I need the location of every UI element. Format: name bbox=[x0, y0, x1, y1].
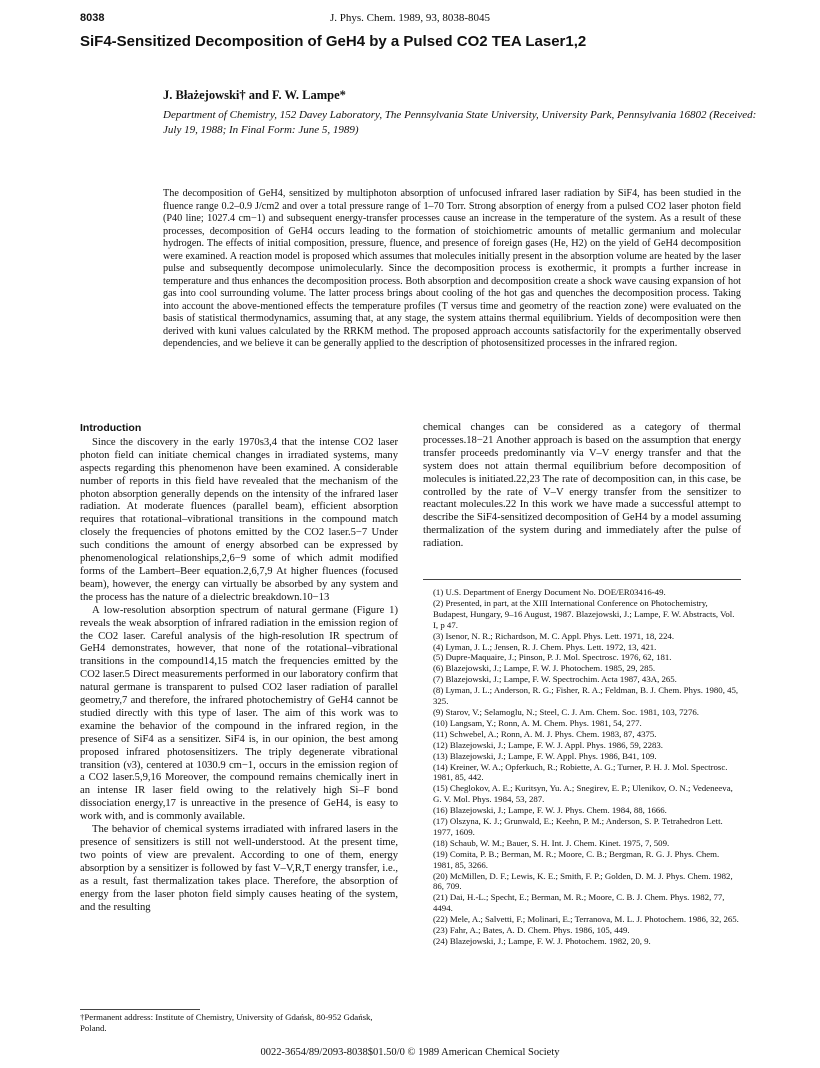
reference-item: (1) U.S. Department of Energy Document No. DOE/ER03416-49. bbox=[433, 587, 666, 597]
reference-list bbox=[423, 587, 741, 947]
reference-item: (16) Blazejowski, J.; Lampe, F. W. J. Phys. Chem. 1984, 88, 1666. bbox=[433, 805, 667, 816]
reference-item: (11) Schwebel, A.; Ronn, A. M. J. Phys. Chem. 1983, 87, 4375. bbox=[433, 728, 657, 739]
reference-item: (21) Dai, H.-L.; Specht, E.; Berman, M. R.; Moore, C. B. J. Chem. Phys. 1982, 77, 4494. bbox=[433, 892, 725, 914]
references-divider bbox=[423, 579, 741, 580]
paragraph: chemical changes can be considered as a category of thermal processes.18−21 Another approach is based on the assumption that energy transfer proceeds predominantly via V–V energy transfer and that the system does not attain thermal equilibrium before decomposition of molecules is initiated.22,23 The rate of decomposition can, in this case, be controlled by the rate of V–V energy transfer from the sensitizer to reactant molecules.22 In this work we have made a successful attempt to describe the SiF4-sensitized decomposition of GeH4 by a model assuming thermalization of the system during and immediately after the pulse of radiation. bbox=[423, 422, 741, 550]
reference-item: (6) Blazejowski, J.; Lampe, F. W. J. Photochem. 1985, 29, 285. bbox=[433, 663, 656, 674]
reference-item: (14) Kreiner, W. A.; Opferkuch, R.; Robiette, A. G.; Turner, P. H. J. Mol. Spectrosc. 1981, 85, 442. bbox=[433, 761, 728, 783]
section-heading-introduction: Introduction bbox=[80, 422, 142, 434]
page-number: 8038 bbox=[80, 12, 105, 24]
journal-reference: J. Phys. Chem. 1989, 93, 8038-8045 bbox=[329, 12, 491, 24]
paragraph: Since the discovery in the early 1970s3,4 that the intense CO2 laser photon field can initiate chemical changes in irradiated systems, many aspects regarding this phenomenon have been examined. A considerable number of reports in this field have revealed that the mechanism of the photon absorption generally depends on the intensity of the infrared laser radiation. At moderate fluences (parallel beam), efficient absorption requires that rotational–vibrational transitions in the compound match closely the frequencies of photons emitted by the CO2 laser.5−7 Under such conditions the amount of energy absorbed can be expressed by phenomenological relationships,2,6−9 some of which admit modified forms of the Lambert–Beer equation.2,6,7,9 At higher fluences (focused beam), however, the energy can virtually be absorbed by any system and the process has the nature of a dielectric breakdown.10−13 bbox=[80, 436, 398, 603]
running-header bbox=[80, 12, 740, 26]
footnote-divider bbox=[80, 1009, 200, 1010]
reference-item: (13) Blazejowski, J.; Lampe, F. W. Appl. Phys. 1986, B41, 109. bbox=[433, 750, 657, 761]
reference-item: (15) Cheglokov, A. E.; Kuritsyn, Yu. A.; Snegirev, E. P.; Ulenikov, O. N.; Vedeneeva, G. V. Mol. Phys. 1984, 53, 287. bbox=[433, 783, 733, 805]
left-column bbox=[80, 422, 398, 914]
reference-item: (3) Isenor, N. R.; Richardson, M. C. Appl. Phys. Lett. 1971, 18, 224. bbox=[433, 630, 675, 641]
reference-item: (12) Blazejowski, J.; Lampe, F. W. J. Appl. Phys. 1986, 59, 2283. bbox=[433, 739, 663, 750]
reference-item: (4) Lyman, J. L.; Jensen, R. J. Chem. Phys. Lett. 1972, 13, 421. bbox=[433, 641, 657, 652]
footnote-permanent-address: †Permanent address: Institute of Chemistry, University of Gdańsk, 80-952 Gdańsk, Poland. bbox=[80, 1012, 373, 1033]
reference-item: (2) Presented, in part, at the XIII International Conference on Photochemistry, Budapest, Hungary, 9–16 August, 1987. Blazejowski, J.; Lampe, F. W. Abstracts, Vol. I, p 47. bbox=[433, 597, 735, 630]
reference-item: (7) Blazejowski, J.; Lampe, F. W. Spectrochim. Acta 1987, 43A, 265. bbox=[433, 674, 677, 685]
reference-item: (24) Blazejowski, J.; Lampe, F. W. J. Photochem. 1982, 20, 9. bbox=[433, 936, 651, 946]
paragraph: The behavior of chemical systems irradiated with infrared lasers in the presence of sensitizers is still not well-understood. At the present time, two points of view are prevalent. According to one of them, energy absorption by a sensitizer is followed by fast V–V,R,T energy transfer, i.e., as a result, fast thermalization takes place. Therefore, the absorption of energy from the laser photon field simply causes heating of the system, and the resulting bbox=[80, 824, 398, 913]
copyright-line: 0022-3654/89/2093-8038$01.50/0 © 1989 American Chemical Society bbox=[260, 1047, 560, 1058]
right-column bbox=[423, 422, 741, 551]
reference-item: (18) Schaub, W. M.; Bauer, S. H. Int. J. Chem. Kinet. 1975, 7, 509. bbox=[433, 837, 670, 848]
reference-item: (9) Starov, V.; Selamoglu, N.; Steel, C. J. Am. Chem. Soc. 1981, 103, 7276. bbox=[433, 706, 699, 717]
reference-item: (8) Lyman, J. L.; Anderson, R. G.; Fisher, R. A.; Feldman, B. J. Chem. Phys. 1980, 45, 325. bbox=[433, 685, 739, 707]
author-line: J. Błażejowski† and F. W. Lampe* bbox=[163, 88, 346, 102]
reference-item: (10) Langsam, Y.; Ronn, A. M. Chem. Phys. 1981, 54, 277. bbox=[433, 717, 642, 728]
affiliation: Department of Chemistry, 152 Davey Laboratory, The Pennsylvania State University, University Park, Pennsylvania 16802 (Received: July 19, 1988; In Final Form: June 5, 1989) bbox=[163, 109, 757, 136]
reference-item: (20) McMillen, D. F.; Lewis, K. E.; Smith, F. P.; Golden, D. M. J. Phys. Chem. 1982, 86, 709. bbox=[433, 870, 733, 892]
reference-item: (22) Mele, A.; Salvetti, F.; Molinari, E.; Terranova, M. L. J. Photochem. 1986, 32, 265. bbox=[433, 914, 739, 925]
abstract: The decomposition of GeH4, sensitized by multiphoton absorption of unfocused infrared laser radiation by SiF4, has been studied in the fluence range 0.2–0.9 J/cm2 and over a total pressure range of 1–70 Torr. Strong absorption of energy from a pulsed CO2 laser photon field (P40 line; 1027.4 cm−1) and subsequent energy-transfer processes cause an increase in the temperature of the system. As a result of these processes, decomposition of GeH4 occurs leading to the formation of stoichiometric amounts of metallic germanium and molecular hydrogen. The effects of initial composition, pressure, fluence, and presence of foreign gases (He, H2) on the yield of GeH4 decomposition were examined. A reaction model is proposed which assumes that molecules initially present in the absorption volume are heated by the laser pulse and subsequently decompose unimolecularly. Since the decomposition process is exothermic, it prompts a further increase in temperature and thus enhances the decomposition process. Both absorption and decomposition create a shock wave causing expansion of hot gas into cool surrounding volume. The latter process brings about cooling of the hot gas and quenches the decomposition process. Taking into account the above-mentioned effects the temperature profiles (T versus time and geometry of the reaction zone) were evaluated on the basis of statistical thermodynamics, assuming that, at any stage, the system attains thermal equilibrium. Yields of decomposition were then derived with kuni values calculated by the RRKM method. The proposed approach accounts satisfactorily for the experimentally observed dependencies, and we believe it can be generally applied to the description of photosensitized processes in the infrared region. bbox=[163, 188, 741, 349]
reference-item: (19) Comita, P. B.; Berman, M. R.; Moore, C. B.; Bergman, R. G. J. Phys. Chem. 1981, 85, 3266. bbox=[433, 848, 720, 870]
reference-item: (17) Olszyna, K. J.; Grunwald, E.; Keehn, P. M.; Anderson, S. P. Tetrahedron Lett. 1977, 1609. bbox=[433, 816, 723, 837]
article-title: SiF4-Sensitized Decomposition of GeH4 by a Pulsed CO2 TEA Laser1,2 bbox=[80, 33, 587, 50]
reference-item: (23) Fahr, A.; Bates, A. D. Chem. Phys. 1986, 105, 449. bbox=[433, 925, 630, 936]
paragraph: A low-resolution absorption spectrum of natural germane (Figure 1) reveals the weak absorption of infrared radiation in the emission region of the CO2 laser. Careful analysis of the high-resolution IR spectrum of GeH4 demonstrates, however, that none of the rotational–vibrational transitions in the compound14,15 match the frequencies emitted by the CO2 laser.5 Direct measurements performed in our laboratory confirm that natural germane is transparent to pulsed CO2 laser radiation of parallel geometry,7 and therefore, the infrared photochemistry of GeH4 cannot be studied directly with this type of laser. The aim of this work was to examine the behavior of the compound in the infrared region, in the presence of SiF4 as a sensitizer. SiF4 is, in our opinion, the best among proposed infrared photosensitizers. The triply degenerate vibrational transition (ν3), centered at 1030.9 cm−1, occurs in the emission region of a CO2 laser.5,9,16 Moreover, the compound remains chemically inert in an intense IR laser field owing to the relatively high Si–F bond dissociation energy,17 is unreactive in the presence of GeH4, is easy to work with, and is commonly available. bbox=[80, 604, 398, 823]
reference-item: (5) Dupre-Maquaire, J.; Pinson, P. J. Mol. Spectrosc. 1976, 62, 181. bbox=[433, 652, 672, 663]
